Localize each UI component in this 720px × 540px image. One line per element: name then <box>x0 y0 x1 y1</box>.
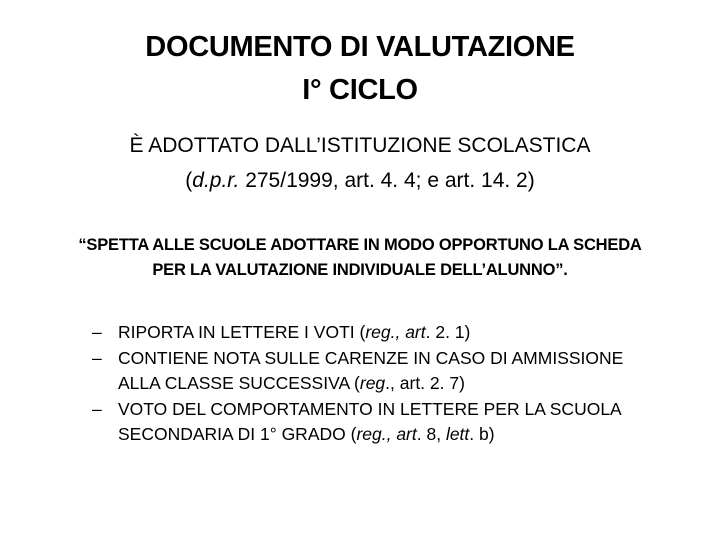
title-line-2: I° CICLO <box>302 74 418 106</box>
subtitle-open-paren: ( <box>185 169 193 192</box>
bullet-1-line <box>118 320 702 346</box>
bullet-2-text: ALLA CLASSE SUCCESSIVA ( <box>118 373 360 393</box>
subtitle-reference: 275/1999, art. 4. 4; e art. 14. 2) <box>239 169 535 192</box>
bullet-1-ref: . 2. 1) <box>425 322 471 342</box>
quote-block <box>30 233 690 283</box>
dash-bullet: – <box>92 347 102 368</box>
bullet-1-text: RIPORTA IN LETTERE I VOTI ( <box>118 322 366 342</box>
dash-bullet: – <box>92 398 102 419</box>
subtitle <box>0 128 720 198</box>
bullet-3-italic-lett: lett <box>445 424 470 444</box>
list-item <box>92 397 702 448</box>
list-item <box>92 320 702 346</box>
list-item <box>92 346 702 397</box>
bullet-3-text: SECONDARIA DI 1° GRADO ( <box>118 424 357 444</box>
bullet-2-line-2 <box>118 371 702 397</box>
bullet-2-line-1: CONTIENE NOTA SULLE CARENZE IN CASO DI AMMISSIONE <box>118 347 624 368</box>
subtitle-line-1: È ADOTTATO DALL’ISTITUZIONE SCOLASTICA <box>129 134 591 157</box>
bullet-3-ref-a: . 8, <box>416 424 446 444</box>
quote-line-1: “SPETTA ALLE SCUOLE ADOTTARE IN MODO OPPORTUNO LA SCHEDA <box>78 236 642 254</box>
bullet-3-line-2 <box>118 422 702 448</box>
title-line-1: DOCUMENTO DI VALUTAZIONE <box>145 31 575 63</box>
quote-line-2: PER LA VALUTAZIONE INDIVIDUALE DELL’ALUNNO”. <box>152 261 568 279</box>
bullet-3-line-1: VOTO DEL COMPORTAMENTO IN LETTERE PER LA SCUOLA <box>118 398 622 419</box>
bullet-2-ref: ., art. 2. 7) <box>385 373 465 393</box>
subtitle-italic-dpr: d.p.r. <box>192 169 240 192</box>
bullet-2-italic: reg <box>359 373 386 393</box>
dash-bullet: – <box>92 322 102 342</box>
bullet-1-italic: reg., art <box>365 322 426 342</box>
page-title <box>0 26 720 112</box>
subtitle-line-2 <box>0 163 720 198</box>
bullet-3-italic-reg: reg., art <box>356 424 417 444</box>
bullet-3-ref-b: . b) <box>469 424 495 444</box>
bullet-list <box>92 320 702 448</box>
